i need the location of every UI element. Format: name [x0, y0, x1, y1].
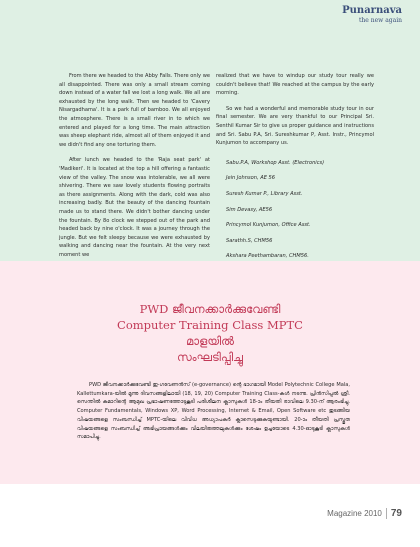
- top-article-panel: [0, 0, 420, 261]
- headline-line: Computer Training Class MPTC മാളയിൽ: [117, 318, 303, 348]
- feature-headline: [110, 301, 310, 365]
- signatory: Akshara Peethambaran, CHM56.: [226, 253, 309, 260]
- article-left-column: [59, 72, 210, 266]
- signatory: Sabu.P.A, Workshop Asst. (Electronics): [226, 159, 325, 166]
- magazine-masthead: [342, 6, 402, 24]
- feature-body: PWD ജീവനക്കാർക്കുവേണ്ടി ഇ-ഗവേണൻസ് (e-governance) ന്റെ ഭാഗമായി Model Polytechnic College Mala, Kallettumkara-യിൽ മൂന്നു ദിവസങ്ങളിലായി (18, 19, 20) Computer Training Class-കൾ നടന്നു. പ്രിൻസിപ്പൽ ശ്രീ. സെന്തിൽ കുമാറിന്റെ ആമുഖ പ്രഭാഷണത്തോടുകൂടി പരിശീലന ക്ലാസുകൾ 18-ാം തീയതി രാവിലെ 9.30-ന് ആരംഭിച്ചു. Computer Fundamentals, Windows XP, Word Processing, Internet & Email, Open Software etc തുടങ്ങിയ വിഷയങ്ങളെ സംബന്ധിച്ച് MPTC-യിലെ വിവിധ അധ്യാപകർ ക്ലാസെടുക്കുകയുണ്ടായി. 20-ാം തീയതി പ്രസ്തുത വിഷയങ്ങളെ സംബന്ധിച്ച് അഭിപ്രായങ്ങൾക്കും വിലയിരുത്തലുകൾക്കും ശേഷം ഉച്ചയോടെ 4.30-ഓടുകൂടി ക്ലാസുകൾ സമാപിച്ചു.: [77, 382, 350, 441]
- signatory: Sarathh.S, CHM56: [226, 237, 273, 244]
- brand-tagline: the new again: [359, 17, 402, 24]
- page-number: 79: [390, 508, 402, 519]
- footer-divider: [386, 508, 387, 519]
- feature-panel: [0, 261, 420, 484]
- signatory: Sim Devasy, AE56: [226, 206, 273, 213]
- signatory: Suresh Kumar P., Library Asst.: [226, 190, 303, 197]
- headline-line: സംഘടിപ്പിച്ചു: [177, 350, 243, 364]
- signatory: Jein Johnson, AE 56: [226, 175, 276, 182]
- brand-name: Punarnava: [342, 5, 402, 16]
- article-right-column: [216, 72, 374, 268]
- article-paragraph: After lunch we headed to the 'Raja seat park' at 'Madikeri'. It is located at the top a hill offering a fantastic view of the valley. The snow was intolerable, we all were shivering. There we saw lovely students flowing portraits as there assignments. Along with the dark, cold was also increasing badly. But the beauty of the dancing fountain made us to stand there. We didn't bother dancing under the fountain. By 8o clock we stepped out of the park and headed back by nine o'clock. It was a journey through the jungle. But we felt sleepy because we were exhausted by walking and dancing near the fountain. At the very next moment we: [59, 157, 210, 258]
- headline-line: PWD ജീവനക്കാർക്കുവേണ്ടി: [139, 302, 281, 316]
- article-paragraph: From there we headed to the Abby Falls. There only we all disappointed. There was only a small stream coming down instead of a water fall we lost a long walk. We all are exhausted by the long walk. Then we headed to 'Cavery Nisargadhama'. It is a park full of bamboo. We all enjoyed the atmosphere. There is a small river in to which we entered and played for a long time. The main attraction was sheep elephant ride, almost all of them enjoyed it and we didn't find any one torturing them.: [59, 73, 210, 148]
- magazine-label: Magazine 2010: [327, 509, 382, 518]
- article-paragraph: So we had a wonderful and memorable study tour in our final semester. We are very thankful to our Principal Sri. Senthil Kumar Sir to give us proper guidance and instructions and Sri. Sabu P.A, Sri. Sureshkumar P, Asst. Instr., Princymol Kunjumon to accompany us.: [216, 105, 374, 147]
- signatory: Princymol Kunjumon, Office Asst.: [226, 222, 311, 229]
- article-paragraph: realized that we have to windup our study tour really we couldn't believe that! We reached at the campus by the early morning.: [216, 73, 374, 97]
- page-footer: [327, 508, 402, 520]
